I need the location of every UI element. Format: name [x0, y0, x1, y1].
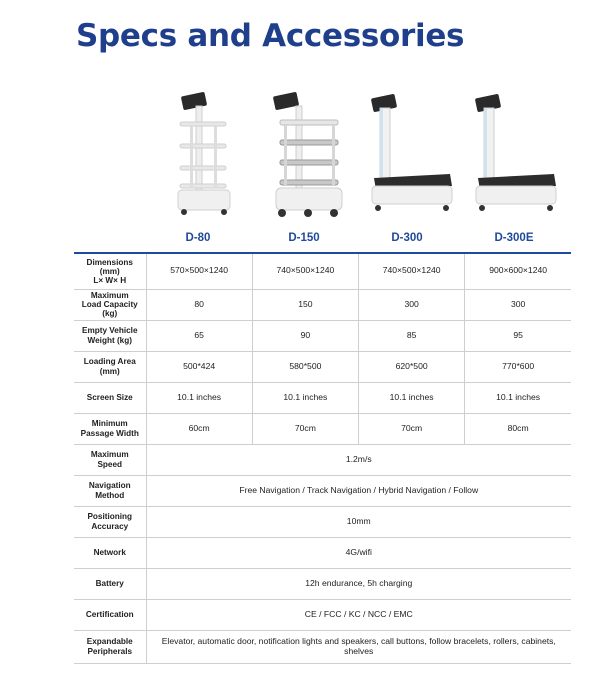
spec-row	[74, 568, 571, 599]
spec-value: 80	[146, 289, 252, 320]
spec-row	[74, 413, 571, 444]
model-name-d300e: D-300E	[494, 232, 534, 244]
robot-d150-image	[268, 82, 348, 220]
spec-value: 500*424	[146, 351, 252, 382]
spec-row	[74, 320, 571, 351]
spec-row	[74, 289, 571, 320]
spec-label: Screen Size	[74, 382, 146, 413]
spec-value: Elevator, automatic door, notification lights and speakers, call buttons, follow bracelets, rollers, cabinets, shelves	[146, 630, 571, 663]
spec-value: 770*600	[465, 351, 571, 382]
model-name-d80: D-80	[185, 232, 211, 244]
spec-value: 900×600×1240	[465, 253, 571, 289]
spec-value: Free Navigation / Track Navigation / Hybrid Navigation / Follow	[146, 475, 571, 506]
spec-row	[74, 444, 571, 475]
spec-value: CE / FCC / KC / NCC / EMC	[146, 599, 571, 630]
spec-value: 1.2m/s	[146, 444, 571, 475]
robot-d300e-image	[470, 82, 560, 217]
spec-label: Loading Area (mm)	[74, 351, 146, 382]
robot-images	[0, 82, 610, 222]
spec-value: 90	[252, 320, 358, 351]
spec-value: 10.1 inches	[146, 382, 252, 413]
spec-value: 10.1 inches	[359, 382, 465, 413]
spec-value: 60cm	[146, 413, 252, 444]
spec-value: 10.1 inches	[252, 382, 358, 413]
spec-row	[74, 351, 571, 382]
spec-value: 85	[359, 320, 465, 351]
spec-label: Maximum Load Capacity (kg)	[74, 289, 146, 320]
spec-value: 740×500×1240	[359, 253, 465, 289]
spec-label: Expandable Peripherals	[74, 630, 146, 663]
spec-value: 150	[252, 289, 358, 320]
page-title: Specs and Accessories	[76, 18, 465, 54]
spec-value: 10.1 inches	[465, 382, 571, 413]
spec-row	[74, 506, 571, 537]
spec-value: 10mm	[146, 506, 571, 537]
spec-label: Dimensions (mm) L× W× H	[74, 253, 146, 289]
spec-row	[74, 630, 571, 663]
spec-value: 300	[359, 289, 465, 320]
spec-value: 65	[146, 320, 252, 351]
spec-value: 300	[465, 289, 571, 320]
model-name-d300: D-300	[391, 232, 423, 244]
spec-label: Empty Vehicle Weight (kg)	[74, 320, 146, 351]
spec-label: Certification	[74, 599, 146, 630]
spec-value: 740×500×1240	[252, 253, 358, 289]
spec-label: Maximum Speed	[74, 444, 146, 475]
robot-d80-image	[168, 82, 240, 217]
robot-d300-image	[366, 82, 456, 217]
spec-label: Minimum Passage Width	[74, 413, 146, 444]
spec-row	[74, 382, 571, 413]
spec-label: Battery	[74, 568, 146, 599]
spec-value: 620*500	[359, 351, 465, 382]
spec-row	[74, 599, 571, 630]
spec-value: 70cm	[359, 413, 465, 444]
spec-value: 12h endurance, 5h charging	[146, 568, 571, 599]
spec-value: 570×500×1240	[146, 253, 252, 289]
spec-label: Positioning Accuracy	[74, 506, 146, 537]
spec-value: 70cm	[252, 413, 358, 444]
spec-label: Network	[74, 537, 146, 568]
spec-value: 95	[465, 320, 571, 351]
spec-row	[74, 537, 571, 568]
spec-row	[74, 253, 571, 289]
spec-value: 80cm	[465, 413, 571, 444]
model-name-d150: D-150	[288, 232, 320, 244]
spec-value: 4G/wifi	[146, 537, 571, 568]
spec-label: Navigation Method	[74, 475, 146, 506]
specs-table	[74, 252, 571, 664]
spec-value: 580*500	[252, 351, 358, 382]
spec-row	[74, 475, 571, 506]
